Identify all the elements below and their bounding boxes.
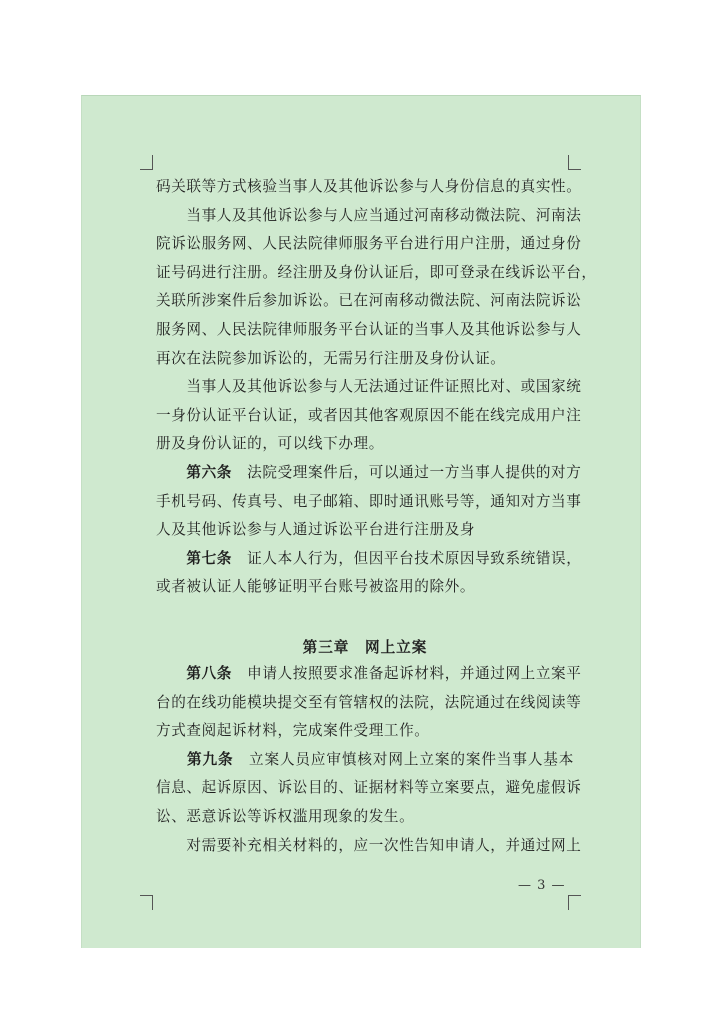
text-line: 对需要补充相关材料的，应一次性告知申请人，并通过网上 [156, 836, 582, 854]
article-9-text: 立案人员应审慎核对网上立案的案件当事人基本 [233, 750, 574, 768]
article-7-label: 第七条 [186, 549, 232, 567]
article-6-label: 第六条 [186, 464, 232, 481]
text-line: 信息、起诉原因、诉讼目的、证据材料等立案要点，避免虚假诉 [156, 779, 582, 797]
text-line: 或者被认证人能够证明平台账号被盗用的除外。 [156, 578, 476, 596]
article-6-text: 法院受理案件后，可以通过一方当事人提供的对方 [231, 464, 582, 481]
crop-mark-top-left [140, 155, 153, 170]
article-8-text: 申请人按照要求准备起诉材料，并通过网上立案平 [231, 665, 582, 682]
article-6-line-1 [156, 459, 582, 488]
text-line: 当事人及其他诉讼参与人应当通过河南移动微法院、河南法 [156, 206, 582, 224]
article-7-line-1 [156, 545, 582, 574]
article-9-label: 第九条 [186, 750, 234, 768]
crop-mark-bottom-left [140, 895, 153, 910]
crop-mark-bottom-right [568, 895, 581, 910]
text-line: 院诉讼服务网、人民法院律师服务平台进行用户注册，通过身份 [156, 235, 582, 253]
text-line: 关联所涉案件后参加诉讼。已在河南移动微法院、河南法院诉讼 [156, 292, 582, 310]
text-line: 手机号码、传真号、电子邮箱、即时通讯账号等，通知对方当事 [156, 492, 582, 510]
text-line: 一身份认证平台认证，或者因其他客观原因不能在线完成用户注 [156, 406, 582, 424]
chapter-heading: 第三章 网上立案 [302, 639, 428, 656]
article-7-text: 证人本人行为，但因平台技术原因导致系统错误， [231, 549, 582, 567]
text-line: 当事人及其他诉讼参与人无法通过证件证照比对、或国家统 [156, 378, 582, 396]
text-line: 再次在法院参加诉讼的，无需另行注册及身份认证。 [156, 349, 506, 367]
crop-mark-top-right [568, 155, 581, 170]
article-8-line-1 [156, 660, 582, 689]
text-line: 讼、恶意诉讼等诉权滥用现象的发生。 [156, 808, 415, 825]
text-line: 码关联等方式核验当事人及其他诉讼参与人身份信息的真实性。 [156, 178, 582, 195]
article-9-line-1 [156, 746, 574, 775]
text-line: 册及身份认证的，可以线下办理。 [156, 435, 384, 453]
text-line: 服务网、人民法院律师服务平台认证的当事人及其他诉讼参与人 [156, 321, 582, 338]
text-line: 台的在线功能模块提交至有管辖权的法院，法院通过在线阅读等 [156, 693, 582, 711]
text-line: 证号码进行注册。经注册及身份认证后，即可登录在线诉讼平台， [156, 263, 597, 281]
text-line: 方式查阅起诉材料，完成案件受理工作。 [156, 722, 430, 740]
article-8-label: 第八条 [186, 665, 232, 682]
page-number: — 3 — [518, 878, 566, 893]
text-line: 人及其他诉讼参与人通过诉讼平台进行注册及身 [156, 521, 476, 539]
